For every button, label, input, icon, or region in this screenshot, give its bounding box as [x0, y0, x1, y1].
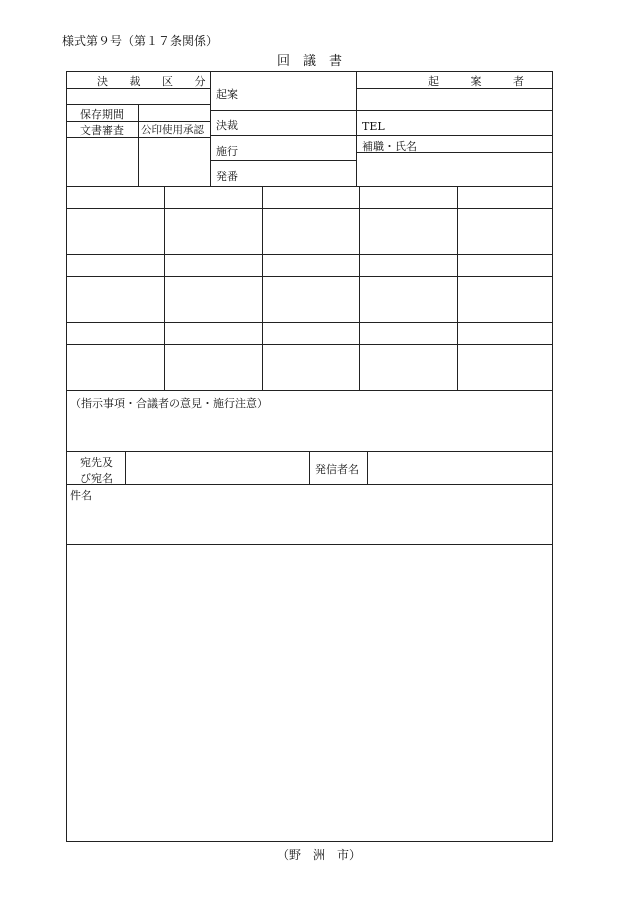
divider: [210, 71, 211, 186]
divider: [457, 186, 458, 390]
divider: [210, 160, 356, 161]
sender-label: 発信者名: [315, 463, 359, 476]
divider: [66, 208, 553, 209]
divider: [164, 186, 165, 390]
notes-label: （指示事項・合議者の意見・施行注意）: [70, 397, 268, 410]
document-title: 回 議 書: [277, 54, 343, 69]
divider: [66, 484, 553, 485]
divider: [367, 451, 368, 484]
divider: [356, 110, 553, 111]
divider: [309, 451, 310, 484]
divider: [66, 186, 553, 187]
shiko-label: 施行: [216, 145, 238, 158]
divider: [66, 254, 553, 255]
recipient-label-line1: 宛先及: [80, 456, 113, 469]
official-seal-approval-label: 公印使用承認: [141, 124, 204, 136]
decision-category-label: 決 裁 区 分: [97, 75, 215, 88]
divider: [125, 451, 126, 484]
divider: [262, 186, 263, 390]
divider: [210, 110, 356, 111]
kessai-label: 決裁: [216, 119, 238, 132]
divider: [66, 121, 210, 122]
divider: [66, 137, 210, 138]
divider: [66, 104, 210, 105]
form-number: 様式第９号（第１７条関係）: [62, 34, 219, 48]
divider: [66, 344, 553, 345]
divider: [138, 104, 139, 186]
divider: [66, 322, 553, 323]
tel-label: TEL: [362, 120, 385, 133]
footer-city: （野 洲 市）: [277, 848, 362, 862]
divider: [66, 88, 210, 89]
kian-label: 起案: [216, 88, 238, 101]
divider: [356, 88, 553, 89]
recipient-label-line2: び宛名: [80, 472, 113, 485]
retention-period-label: 保存期間: [80, 108, 124, 121]
divider: [359, 186, 360, 390]
divider: [66, 390, 553, 391]
drafter-label: 起 案 者: [428, 75, 538, 88]
divider: [66, 276, 553, 277]
divider: [66, 544, 553, 545]
title-name-label: 補職・氏名: [362, 140, 417, 153]
hatsuban-label: 発番: [216, 170, 238, 183]
subject-label: 件名: [70, 489, 92, 502]
document-review-label: 文書審査: [80, 124, 124, 137]
divider: [210, 135, 356, 136]
divider: [356, 135, 553, 136]
